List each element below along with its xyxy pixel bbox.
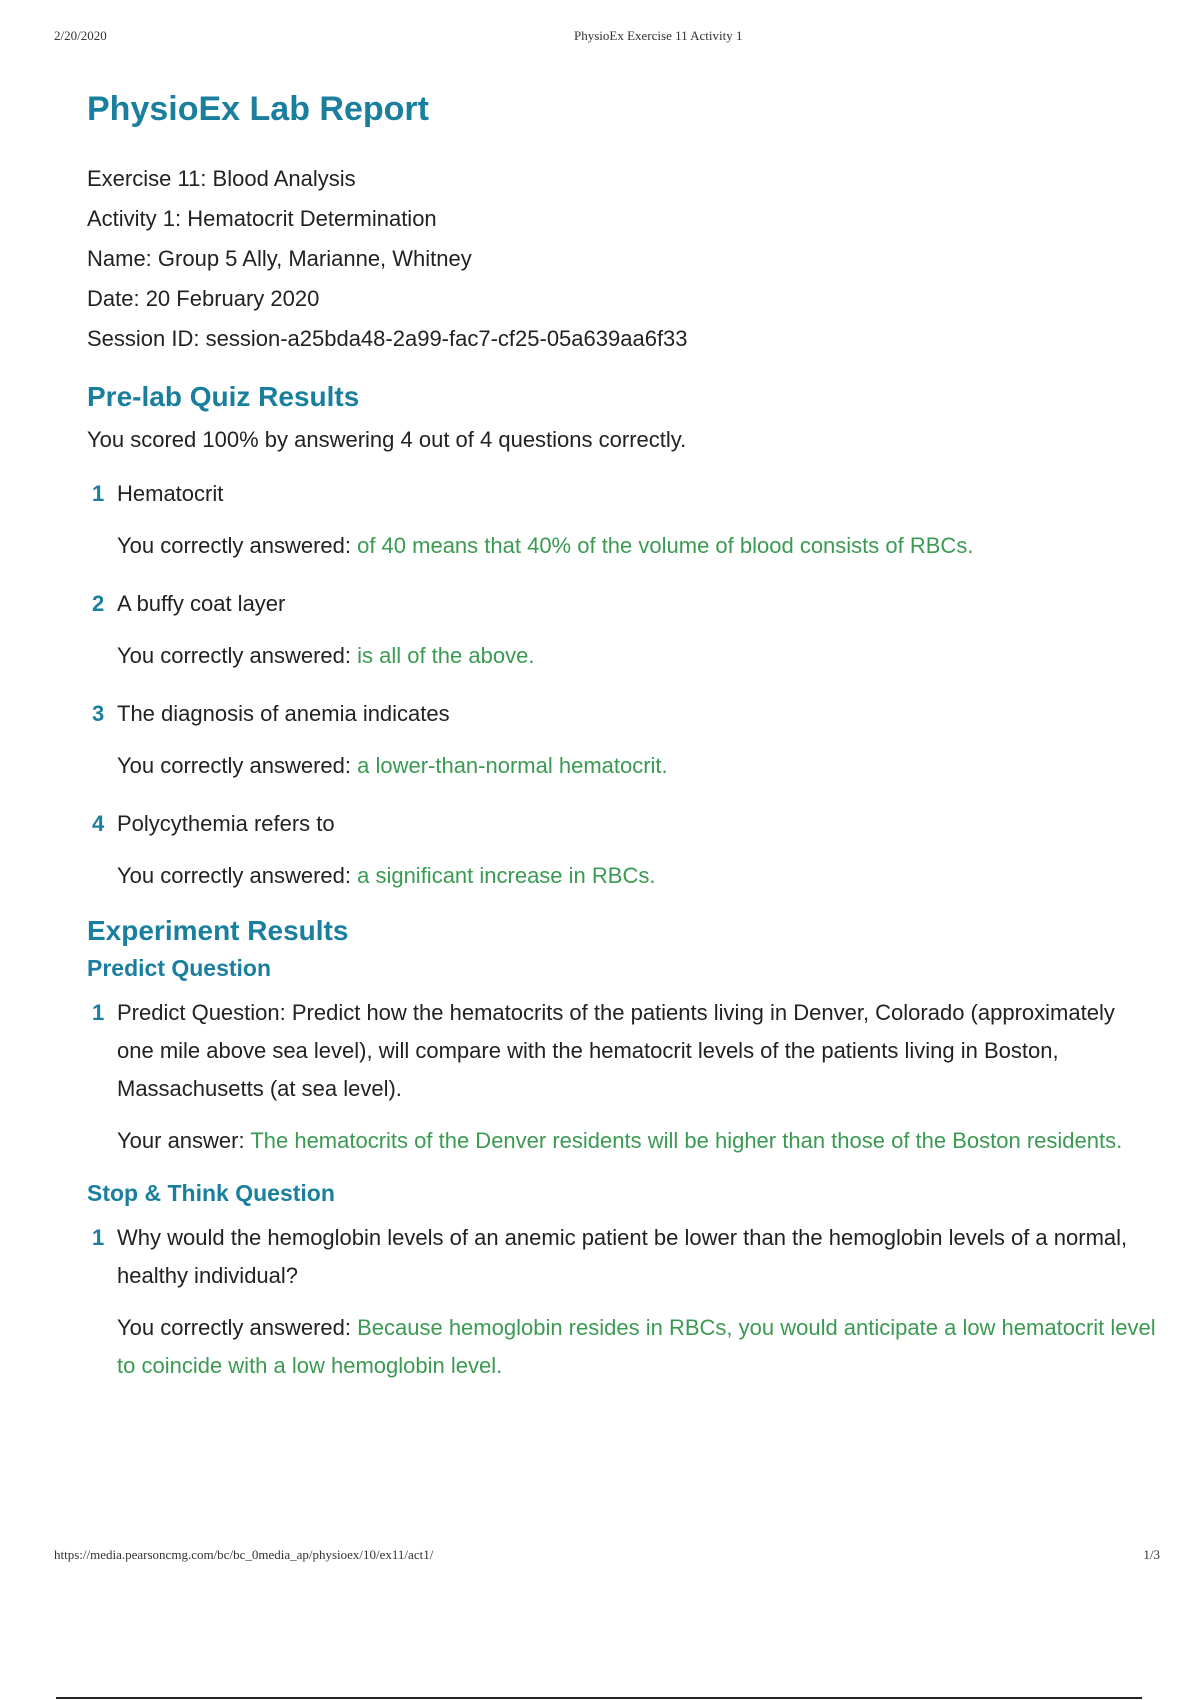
stop-think-question — [87, 1219, 1157, 1385]
print-page-number: 1/3 — [1143, 1547, 1160, 1562]
question-number: 3 — [92, 701, 105, 726]
question-number: 2 — [92, 591, 105, 616]
question-text: The diagnosis of anemia indicates — [117, 701, 450, 726]
question-text: A buffy coat layer — [117, 591, 286, 616]
print-url: https://media.pearsoncmg.com/bc/bc_0media_ap/physioex/10/ex11/act1/ — [54, 1547, 434, 1562]
prelab-question — [87, 695, 1157, 785]
date-line: Date: 20 February 2020 — [87, 286, 320, 311]
question-text: Why would the hemoglobin levels of an anemic patient be lower than the hemoglobin levels of a normal, healthy individual? — [117, 1225, 1128, 1288]
page-divider — [56, 1697, 1142, 1699]
session-line: Session ID: session-a25bda48-2a99-fac7-cf25-05a639aa6f33 — [87, 326, 688, 351]
prelab-question — [87, 805, 1157, 895]
question-text: Polycythemia refers to — [117, 811, 335, 836]
answer-text: a lower-than-normal hematocrit. — [357, 753, 668, 778]
answer-prefix: You correctly answered: — [117, 863, 358, 888]
answer-prefix: You correctly answered: — [117, 643, 358, 668]
report-content — [87, 90, 1157, 1405]
question-answer — [117, 857, 1157, 895]
experiment-heading: Experiment Results — [87, 915, 349, 946]
prelab-heading: Pre-lab Quiz Results — [87, 381, 360, 412]
answer-text: The hematocrits of the Denver residents will be higher than those of the Boston residents. — [250, 1128, 1123, 1153]
question-answer — [117, 1122, 1157, 1160]
print-footer — [54, 1547, 1160, 1567]
name-line: Name: Group 5 Ally, Marianne, Whitney — [87, 246, 472, 271]
answer-text: Because hemoglobin resides in RBCs, you would anticipate a low hematocrit level to coincide with a low hemoglobin level. — [117, 1315, 1156, 1378]
activity-line: Activity 1: Hematocrit Determination — [87, 206, 437, 231]
stop-think-heading: Stop & Think Question — [87, 1180, 335, 1206]
prelab-question — [87, 475, 1157, 565]
question-number: 1 — [92, 1225, 105, 1250]
print-header — [54, 28, 1160, 48]
answer-prefix: You correctly answered: — [117, 533, 358, 558]
prelab-score: You scored 100% by answering 4 out of 4 questions correctly. — [87, 427, 687, 452]
answer-prefix: You correctly answered: — [117, 1315, 358, 1340]
predict-question — [87, 994, 1157, 1160]
question-text: Predict Question: Predict how the hematocrits of the patients living in Denver, Colorado (approximately one mile above sea level), will compare with the hematocrit levels of the patients living in Boston, Massachusetts (at sea level). — [117, 1000, 1115, 1101]
report-title: PhysioEx Lab Report — [87, 90, 429, 128]
print-date: 2/20/2020 — [54, 28, 107, 43]
question-answer — [117, 637, 1157, 675]
question-text: Hematocrit — [117, 481, 224, 506]
answer-prefix: You correctly answered: — [117, 753, 358, 778]
exercise-line: Exercise 11: Blood Analysis — [87, 166, 356, 191]
question-number: 4 — [92, 811, 105, 836]
question-answer — [117, 527, 1157, 565]
answer-text: is all of the above. — [357, 643, 535, 668]
answer-text: of 40 means that 40% of the volume of blood consists of RBCs. — [357, 533, 974, 558]
question-answer — [117, 1309, 1157, 1385]
answer-prefix: Your answer: — [117, 1128, 251, 1153]
answer-text: a significant increase in RBCs. — [357, 863, 656, 888]
question-answer — [117, 747, 1157, 785]
question-number: 1 — [92, 481, 105, 506]
report-meta — [87, 159, 1157, 359]
predict-heading: Predict Question — [87, 955, 272, 981]
prelab-question — [87, 585, 1157, 675]
print-doc-title: PhysioEx Exercise 11 Activity 1 — [574, 28, 743, 43]
question-number: 1 — [92, 1000, 105, 1025]
